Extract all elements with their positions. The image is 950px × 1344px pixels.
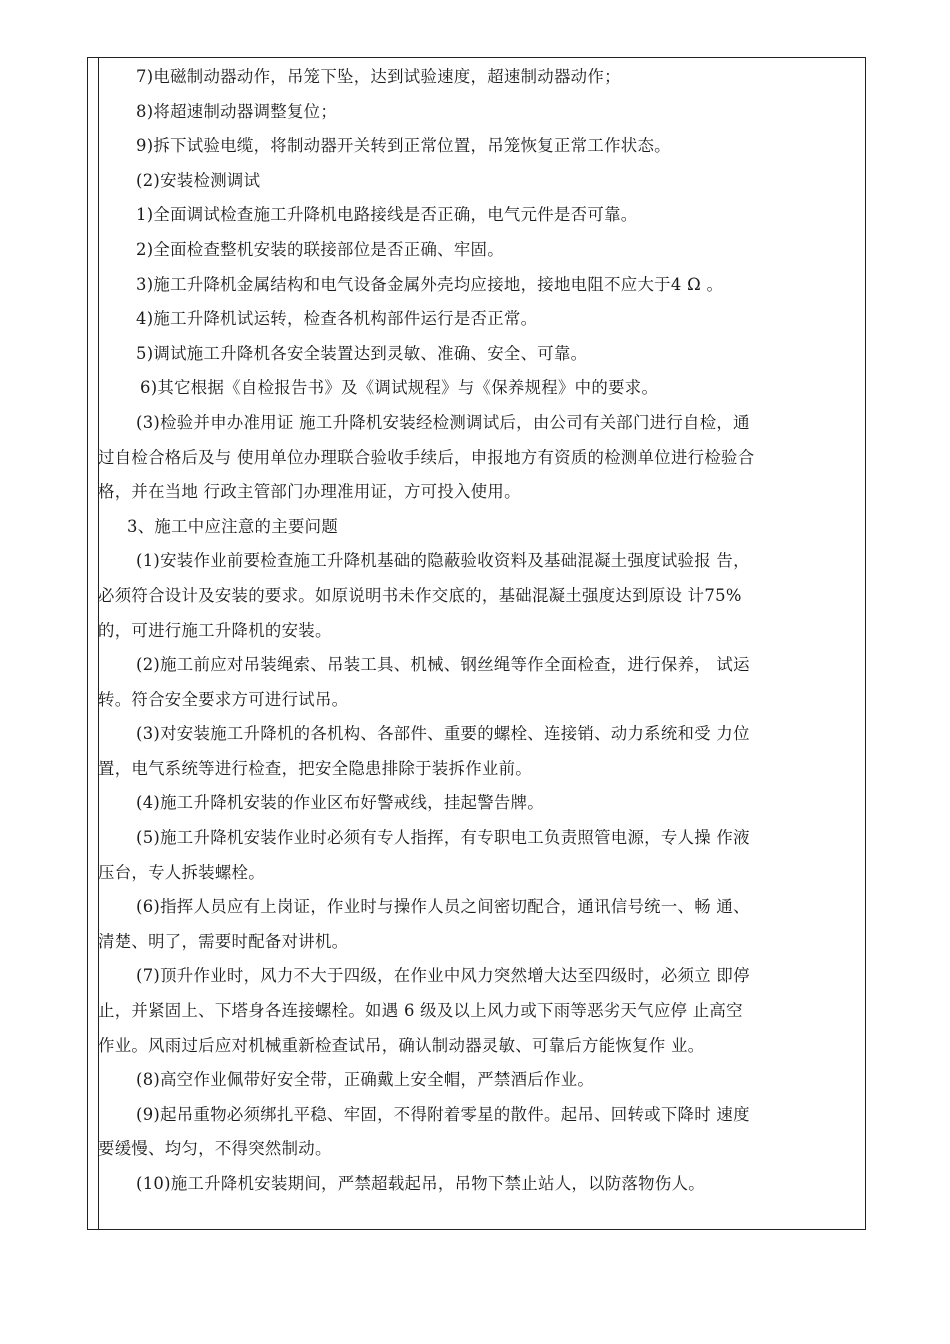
text-line: 止，并紧固上、下塔身各连接螺栓。如遇 6 级及以上风力或下雨等恶劣天气应停 止高空 (98, 1001, 743, 1021)
text-line: 格，并在当地 行政主管部门办理准用证，方可投入使用。 (98, 482, 521, 502)
text-line: 8)将超速制动器调整复位； (136, 101, 338, 121)
text-line: 6)其它根据《自检报告书》及《调试规程》与《保养规程》中的要求。 (140, 378, 659, 398)
text-line: (9)起吊重物必须绑扎平稳、牢固，不得附着零星的散件。起吊、回转或下降时 速度 (136, 1104, 750, 1124)
text-line: 转。符合安全要求方可进行试吊。 (98, 689, 349, 709)
text-line: 置，电气系统等进行检查，把安全隐患排除于装拆作业前。 (98, 758, 532, 778)
text-line: 过自检合格后及与 使用单位办理联合验收手续后，申报地方有资质的检测单位进行检验合 (98, 447, 755, 467)
text-line: 压台，专人拆装螺栓。 (98, 862, 265, 882)
text-line: 的，可进行施工升降机的安装。 (98, 620, 332, 640)
text-line: (1)安装作业前要检查施工升降机基础的隐蔽验收资料及基础混凝土强度试验报 告， (136, 551, 750, 571)
text-line: 4)施工升降机试运转，检查各机构部件运行是否正常。 (136, 309, 538, 329)
document-body (98, 58, 865, 1229)
text-line: 9)拆下试验电缆，将制动器开关转到正常位置，吊笼恢复正常工作状态。 (136, 136, 671, 156)
text-line: 2)全面检查整机安装的联接部位是否正确、牢固。 (136, 239, 504, 259)
text-line: 5)调试施工升降机各安全装置达到灵敏、准确、安全、可靠。 (136, 343, 588, 363)
text-line: 3)施工升降机金属结构和电气设备金属外壳均应接地，接地电阻不应大于4 Ω 。 (136, 274, 724, 294)
document-table (87, 57, 866, 1230)
text-line: 要缓慢、均匀，不得突然制动。 (98, 1139, 332, 1159)
text-line: (6)指挥人员应有上岗证，作业时与操作人员之间密切配合，通讯信号统一、畅 通、 (136, 897, 750, 917)
text-line: 7)电磁制动器动作，吊笼下坠，达到试验速度，超速制动器动作； (136, 67, 621, 86)
text-line: (10)施工升降机安装期间，严禁超载起吊，吊物下禁止站人，以防落物伤人。 (136, 1174, 705, 1193)
text-line: (3)对安装施工升降机的各机构、各部件、重要的螺栓、连接销、动力系统和受 力位 (136, 724, 750, 744)
text-line: 清楚、明了，需要时配备对讲机。 (98, 931, 349, 951)
text-line: (7)顶升作业时，风力不大于四级，在作业中风力突然增大达至四级时，必须立 即停 (136, 966, 750, 986)
section-heading: (2)安装检测调试 (136, 170, 261, 190)
text-line: 必须符合设计及安装的要求。如原说明书未作交底的，基础混凝土强度达到原设 计75% (98, 585, 742, 605)
text-line: (4)施工升降机安装的作业区布好警戒线，挂起警告牌。 (136, 793, 545, 813)
text-line: (3)检验并申办准用证 施工升降机安装经检测调试后，由公司有关部门进行自检，通 (136, 412, 750, 432)
text-line: (2)施工前应对吊装绳索、吊装工具、机械、钢丝绳等作全面检查，进行保养， 试运 (136, 655, 750, 675)
text-line: (8)高空作业佩带好安全带，正确戴上安全帽，严禁酒后作业。 (136, 1070, 595, 1090)
text-line: 作业。风雨过后应对机械重新检查试吊，确认制动器灵敏、可靠后方能恢复作 业。 (98, 1035, 705, 1055)
text-line: (5)施工升降机安装作业时必须有专人指挥，有专职电工负责照管电源，专人操 作液 (136, 828, 750, 848)
text-line: 1)全面调试检查施工升降机电路接线是否正确，电气元件是否可靠。 (136, 205, 638, 225)
section-heading: 3、施工中应注意的主要问题 (127, 516, 339, 536)
